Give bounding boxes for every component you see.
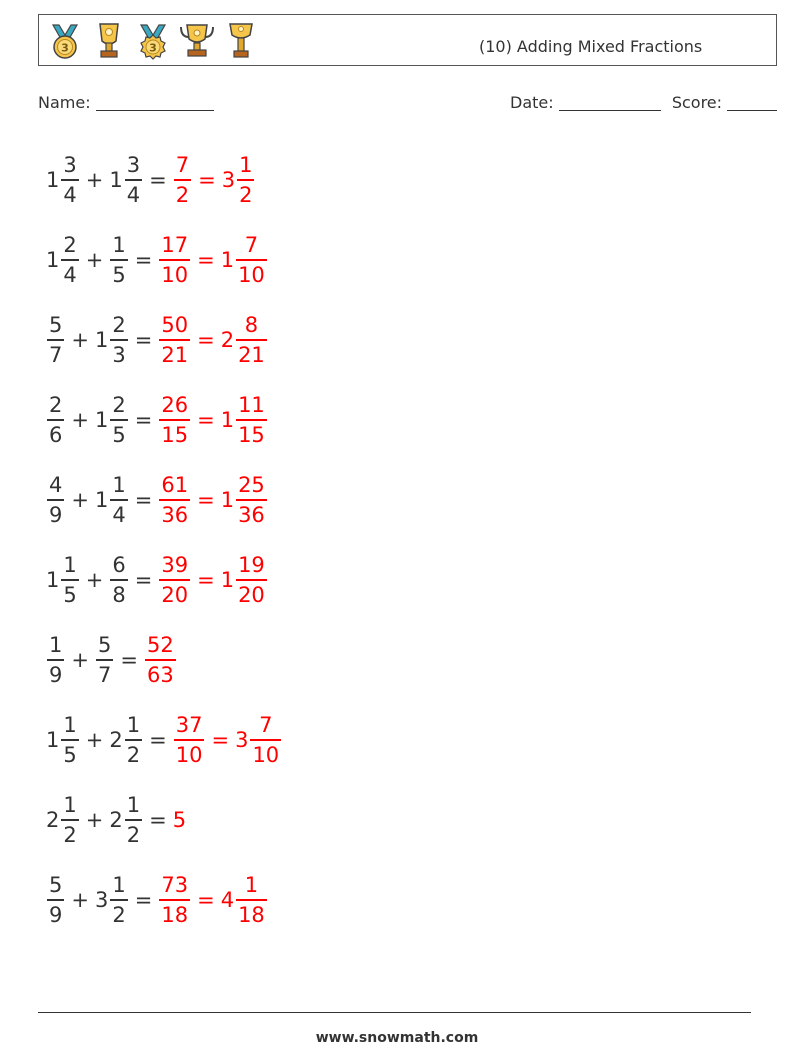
mixed-fraction: $\frac{19}{20}$ bbox=[238, 553, 265, 607]
mixed-fraction: $\frac{11}{15}$ bbox=[238, 393, 265, 447]
name-field bbox=[38, 93, 214, 112]
problem-row bbox=[46, 220, 282, 300]
problem-row bbox=[46, 620, 282, 700]
medal-3-icon bbox=[133, 21, 173, 61]
plus-sign: + bbox=[85, 248, 104, 272]
trophy-icon bbox=[221, 21, 261, 61]
addend-b: $\frac{6}{8}$ bbox=[112, 553, 126, 607]
header-box bbox=[38, 14, 777, 66]
addend-a: $\frac{4}{9}$ bbox=[49, 473, 63, 527]
worksheet-title: (10) Adding Mixed Fractions bbox=[479, 37, 703, 56]
name-blank[interactable] bbox=[96, 94, 214, 111]
answer: $\frac{73}{18}$ = 4 $\frac{1}{18}$ bbox=[161, 873, 265, 927]
problem-row bbox=[46, 780, 282, 860]
addend-b: 1 $\frac{2}{3}$ bbox=[94, 313, 126, 367]
plus-sign: + bbox=[71, 648, 89, 672]
improper-fraction: $\frac{17}{10}$ bbox=[161, 233, 189, 287]
equals-sign: = bbox=[134, 408, 153, 432]
date-blank[interactable] bbox=[559, 94, 661, 111]
date-label: Date: bbox=[510, 93, 554, 112]
addend-a: 1 $\frac{2}{4}$ bbox=[46, 233, 77, 287]
answer bbox=[144, 632, 177, 688]
plus-sign: + bbox=[71, 488, 89, 512]
mixed-fraction: $\frac{25}{36}$ bbox=[238, 473, 265, 527]
addend-b: 2 $\frac{1}{2}$ bbox=[109, 713, 141, 767]
mixed-fraction: $\frac{7}{10}$ bbox=[252, 713, 280, 767]
improper-fraction: $\frac{52}{63}$ bbox=[146, 633, 174, 687]
name-label: Name: bbox=[38, 93, 91, 112]
date-score-fields bbox=[510, 93, 777, 112]
addend-a: 2 $\frac{1}{2}$ bbox=[46, 793, 77, 847]
equals-sign: = bbox=[149, 728, 167, 752]
addend-b: 1 $\frac{2}{5}$ bbox=[94, 393, 126, 447]
addend-a: $\frac{5}{7}$ bbox=[49, 313, 63, 367]
improper-fraction: $\frac{26}{15}$ bbox=[161, 393, 189, 447]
improper-fraction: $\frac{73}{18}$ bbox=[161, 873, 189, 927]
problem-row bbox=[46, 860, 282, 940]
addend-a: 1 $\frac{3}{4}$ bbox=[46, 153, 77, 207]
addend-b: $\frac{1}{5}$ bbox=[112, 233, 126, 287]
improper-fraction: $\frac{7}{2}$ bbox=[175, 153, 190, 207]
svg-text:3: 3 bbox=[61, 41, 69, 55]
mixed-fraction: $\frac{8}{21}$ bbox=[238, 313, 265, 367]
addend-a: 1 $\frac{1}{5}$ bbox=[46, 713, 77, 767]
equals-sign: = bbox=[134, 328, 153, 352]
plus-sign: + bbox=[85, 728, 104, 752]
plus-sign: + bbox=[71, 408, 89, 432]
whole-answer: 5 bbox=[172, 808, 187, 832]
addend-a: $\frac{2}{6}$ bbox=[49, 393, 63, 447]
answer: $\frac{26}{15}$ = 1 $\frac{11}{15}$ bbox=[161, 393, 265, 447]
addend-b: 1 $\frac{3}{4}$ bbox=[109, 153, 141, 207]
plus-sign: + bbox=[71, 328, 89, 352]
problem-list bbox=[46, 140, 282, 940]
improper-fraction: $\frac{39}{20}$ bbox=[161, 553, 189, 607]
equals-sign: = bbox=[149, 168, 167, 192]
answer: $\frac{7}{2}$ = 3 $\frac{1}{2}$ bbox=[175, 153, 253, 207]
score-label: Score: bbox=[671, 93, 723, 112]
answer: $\frac{37}{10}$ = 3 $\frac{7}{10}$ bbox=[175, 713, 280, 767]
trophy-cup-icon bbox=[177, 21, 217, 61]
answer: $\frac{61}{36}$ = 1 $\frac{25}{36}$ bbox=[161, 473, 265, 527]
equals-sign: = bbox=[134, 488, 153, 512]
problem-row bbox=[46, 380, 282, 460]
svg-text:3: 3 bbox=[149, 41, 157, 55]
equals-sign: = bbox=[134, 568, 153, 592]
mixed-fraction: $\frac{1}{2}$ bbox=[239, 153, 253, 207]
problem-row bbox=[46, 700, 282, 780]
mixed-fraction: $\frac{7}{10}$ bbox=[238, 233, 265, 287]
trophy-icon bbox=[89, 21, 129, 61]
problem-row bbox=[46, 540, 282, 620]
equals-sign: = bbox=[134, 248, 153, 272]
medal-3-icon bbox=[45, 21, 85, 61]
addend-b: 2 $\frac{1}{2}$ bbox=[109, 793, 141, 847]
plus-sign: + bbox=[85, 568, 104, 592]
addend-b: $\frac{5}{7}$ bbox=[97, 633, 112, 687]
answer bbox=[173, 808, 186, 832]
answer: $\frac{17}{10}$ = 1 $\frac{7}{10}$ bbox=[161, 233, 265, 287]
addend-a: $\frac{1}{9}$ bbox=[49, 633, 63, 687]
addend-b: 3 $\frac{1}{2}$ bbox=[94, 873, 126, 927]
award-icons bbox=[45, 21, 261, 61]
answer: $\frac{50}{21}$ = 2 $\frac{8}{21}$ bbox=[161, 313, 265, 367]
plus-sign: + bbox=[85, 808, 104, 832]
footer-divider bbox=[38, 1012, 751, 1013]
improper-fraction: $\frac{61}{36}$ bbox=[161, 473, 189, 527]
equals-sign: = bbox=[149, 808, 167, 832]
problem-row bbox=[46, 300, 282, 380]
problem-row bbox=[46, 460, 282, 540]
improper-fraction: $\frac{50}{21}$ bbox=[161, 313, 189, 367]
addend-a: $\frac{5}{9}$ bbox=[49, 873, 63, 927]
equals-sign: = bbox=[134, 888, 153, 912]
problem-row bbox=[46, 140, 282, 220]
plus-sign: + bbox=[71, 888, 89, 912]
equals-sign: = bbox=[120, 648, 138, 672]
mixed-fraction: $\frac{1}{18}$ bbox=[238, 873, 265, 927]
improper-fraction: $\frac{37}{10}$ bbox=[175, 713, 203, 767]
footer-url[interactable]: www.snowmath.com bbox=[315, 1030, 479, 1046]
score-blank[interactable] bbox=[727, 94, 777, 111]
addend-b: 1 $\frac{1}{4}$ bbox=[94, 473, 126, 527]
plus-sign: + bbox=[85, 168, 104, 192]
addend-a: 1 $\frac{1}{5}$ bbox=[46, 553, 77, 607]
answer: $\frac{39}{20}$ = 1 $\frac{19}{20}$ bbox=[161, 553, 265, 607]
